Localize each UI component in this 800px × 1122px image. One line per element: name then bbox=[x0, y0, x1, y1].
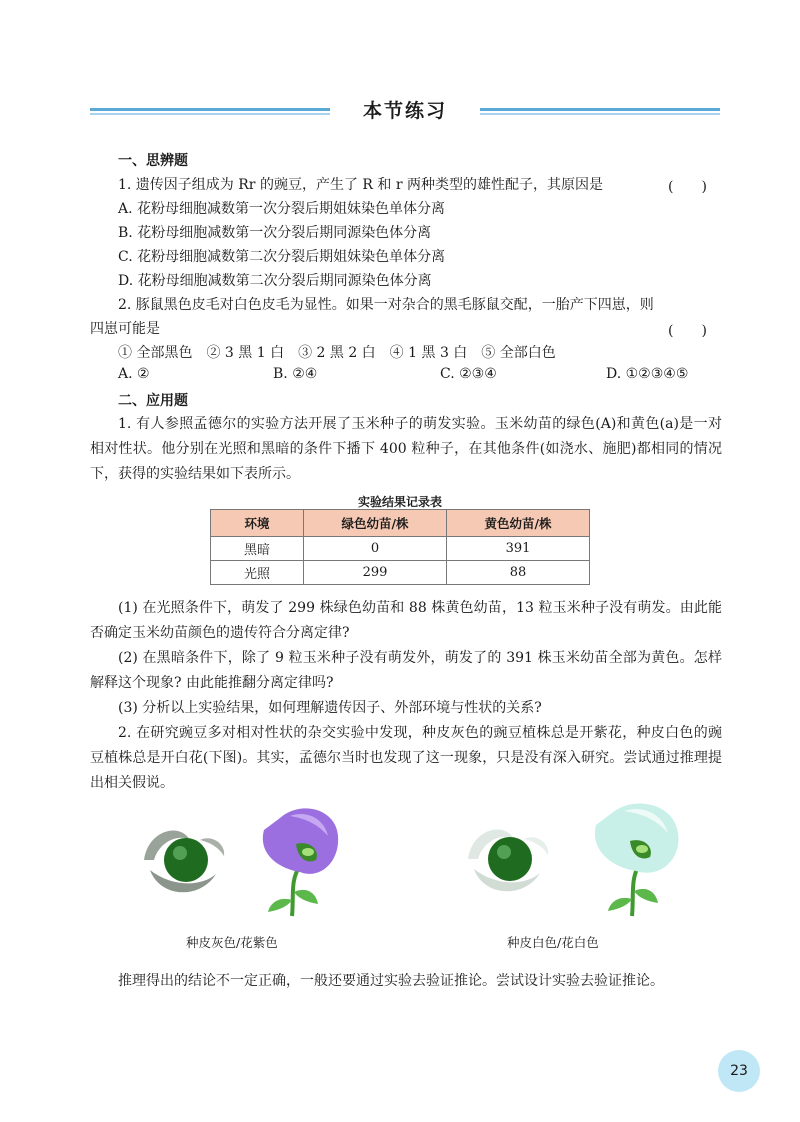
table-header: 环境 bbox=[211, 510, 304, 537]
figure-left-caption: 种皮灰色/花紫色 bbox=[186, 935, 278, 950]
q2-option-d: D. ①②③④⑤ bbox=[606, 366, 689, 382]
q2-answer-paren: ( ) bbox=[668, 323, 707, 339]
q1-option-b: B. 花粉母细胞减数第一次分裂后期同源染色体分离 bbox=[118, 225, 432, 241]
closing-text: 推理得出的结论不一定正确，一般还要通过实验去验证推论。尝试设计实验去验证推论。 bbox=[118, 973, 664, 989]
q2-stem-cont: 四崽可能是 bbox=[90, 321, 160, 337]
table-row bbox=[211, 537, 590, 561]
figure-gray-seed-purple-flower bbox=[140, 800, 340, 920]
white-flower-icon bbox=[595, 803, 679, 916]
q2-option-b: B. ②④ bbox=[273, 366, 318, 382]
table-caption: 实验结果记录表 bbox=[357, 495, 442, 509]
table-cell: 0 bbox=[304, 537, 447, 561]
section-header bbox=[90, 96, 720, 132]
figure-right-caption: 种皮白色/花白色 bbox=[507, 935, 599, 950]
q1-option-c: C. 花粉母细胞减数第二次分裂后期姐妹染色单体分离 bbox=[118, 249, 446, 265]
q2-stem: 2. 豚鼠黑色皮毛对白色皮毛为显性。如果一对杂合的黑毛豚鼠交配，一胎产下四崽，则 bbox=[118, 297, 654, 313]
q1-answer-paren: ( ) bbox=[668, 179, 707, 195]
app-q1-sub3: (3) 分析以上实验结果，如何理解遗传因子、外部环境与性状的关系? bbox=[118, 700, 542, 716]
header-rule-left bbox=[90, 108, 330, 116]
app-q1-sub2: (2) 在黑暗条件下，除了 9 粒玉米种子没有萌发外，萌发了的 391 株玉米幼苗全部为黄色。怎样解释这个现象? 由此能推翻分离定律吗? bbox=[90, 650, 722, 691]
q2-option-c: C. ②③④ bbox=[440, 366, 497, 382]
q1-option-d: D. 花粉母细胞减数第二次分裂后期同源染色体分离 bbox=[118, 273, 432, 289]
heading-discussion: 一、思辨题 bbox=[118, 153, 188, 169]
header-rule-right bbox=[480, 108, 720, 116]
figure-white-seed-white-flower bbox=[464, 795, 694, 920]
table-cell: 391 bbox=[447, 537, 590, 561]
table-header: 绿色幼苗/株 bbox=[304, 510, 447, 537]
pea-seed-icon bbox=[144, 830, 224, 892]
q2-options bbox=[118, 366, 718, 388]
heading-application: 二、应用题 bbox=[118, 393, 188, 409]
table-cell: 299 bbox=[304, 561, 447, 585]
table-header-row bbox=[211, 510, 590, 537]
q2-option-a: A. ② bbox=[118, 366, 150, 382]
table-cell: 黑暗 bbox=[211, 537, 304, 561]
app-q2-text: 2. 在研究豌豆多对相对性状的杂交实验中发现，种皮灰色的豌豆植株总是开紫花，种皮白色的豌豆植株总是开白花(下图)。其实，孟德尔当时也发现了这一现象，只是没有深入研究。尝试通过推理提出相关假说。 bbox=[90, 725, 722, 791]
purple-flower-icon bbox=[263, 808, 338, 916]
table-cell: 光照 bbox=[211, 561, 304, 585]
table-row bbox=[211, 561, 590, 585]
q1-option-a: A. 花粉母细胞减数第一次分裂后期姐妹染色单体分离 bbox=[118, 201, 446, 217]
pea-seed-icon bbox=[468, 829, 548, 891]
q2-items: ① 全部黑色 ② 3 黑 1 白 ③ 2 黑 2 白 ④ 1 黑 3 白 ⑤ 全部白色 bbox=[118, 345, 556, 361]
results-table bbox=[210, 509, 590, 585]
page-number: 23 bbox=[718, 1050, 760, 1092]
app-q1-text: 1. 有人参照孟德尔的实验方法开展了玉米种子的萌发实验。玉米幼苗的绿色(A)和黄色(a)是一对相对性状。他分别在光照和黑暗的条件下播下 400 粒种子，在其他条件(如浇水、施肥)都相同的情况下，获得的实验结果如下表所示。 bbox=[90, 416, 722, 482]
q1-stem: 1. 遗传因子组成为 Rr 的豌豆，产生了 R 和 r 两种类型的雄性配子，其原因是 bbox=[118, 177, 603, 193]
section-title: 本节练习 bbox=[362, 100, 447, 122]
app-q1-sub1: (1) 在光照条件下，萌发了 299 株绿色幼苗和 88 株黄色幼苗，13 粒玉米种子没有萌发。由此能否确定玉米幼苗颜色的遗传符合分离定律? bbox=[90, 600, 722, 641]
table-cell: 88 bbox=[447, 561, 590, 585]
table-header: 黄色幼苗/株 bbox=[447, 510, 590, 537]
